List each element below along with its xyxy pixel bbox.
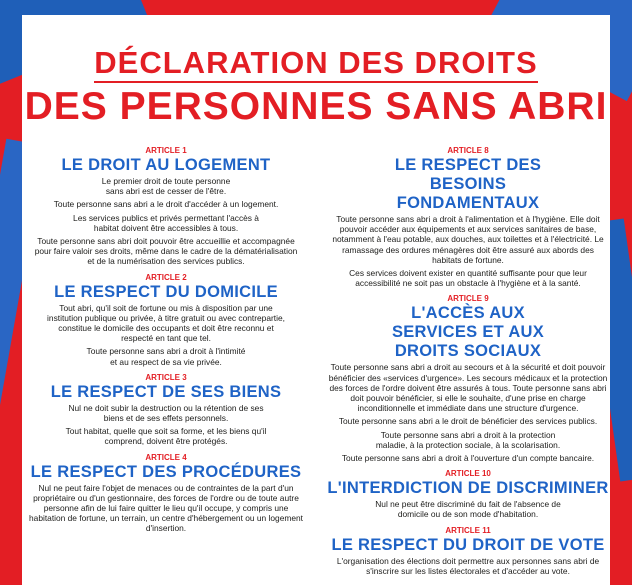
poster-sheet [22,15,610,585]
article-paragraph: Nul ne peut faire l'objet de menaces ou de contraintes de la part d'un propriétaire ou d'un gestionnaire, des forces de l'ordre ou de toute autre personne afin de lui faire quitter le lieu qu'il occupe, y compris une habitation de fortune, un terrain, un centre d'hébergement ou un logement d'insertion. [29,482,303,534]
article-title: LE RESPECT DE SES BIENS [50,382,282,401]
article-number: ARTICLE 3 [145,372,187,382]
article-paragraph: Toute personne sans abri a droit à la protection maladie, à la protection sociale, à la scolarisation. [375,429,561,450]
article-paragraph: Toute personne sans abri a droit au secours et à la sécurité et doit pouvoir bénéficier des «services d'urgence». Les secours médicaux et la protection des forces de l'ordre doivent être assurés à tous. Toute personne sans abri doit pouvoir bénéficier, si elle le souhaite, d'une prise en charge inconditionnelle et immédiate dans une structure d'urgence. [328,362,608,414]
article-title: L'INTERDICTION DE DISCRIMINER [327,479,609,498]
right-column [327,146,609,582]
article-section [25,373,307,447]
article-title: LE RESPECT DU DOMICILE [54,282,278,301]
title-line-1 [22,45,610,81]
article-section [327,469,609,519]
article-number: ARTICLE 1 [145,146,187,155]
article-title: LE RESPECT DES PROCÉDURES [30,462,302,481]
article-section [327,146,609,288]
article-title: L'ACCÈS AUX SERVICES ET AUX DROITS SOCIAUX [391,304,545,361]
article-paragraph: Tout habitat, quelle que soit sa forme, et les biens qu'il comprend, doivent être protégés. [65,426,267,447]
article-paragraph: Le premier droit de toute personne sans abri est de cesser de l'être. [101,176,231,197]
article-number: ARTICLE 10 [445,469,491,479]
article-paragraph: Toute personne sans abri a droit à l'ouverture d'un compte bancaire. [341,453,595,464]
article-paragraph: Nul ne doit subir la destruction ou la rétention de ses biens et de ses effets personnels. [68,402,264,424]
title-line-1-text: DÉCLARATION DES DROITS [94,45,537,83]
article-paragraph: Toute personne sans abri a droit à l'intimité et au respect de sa vie privée. [86,346,246,367]
article-number: ARTICLE 11 [445,525,491,535]
article-paragraph: Tout abri, qu'il soit de fortune ou mis à disposition par une institution publique ou privée, à titre gratuit ou avec contrepartie, constitue le domicile des occupants et doit être reconnu et respecté en tant que tel. [47,302,285,344]
article-title: LE DROIT AU LOGEMENT [61,156,271,174]
article-paragraph: Ces services doivent exister en quantité suffisante pour que leur accessibilité ne soit pas un obstacle à l'hygiène et à la santé. [349,268,587,289]
left-column [25,146,307,540]
article-paragraph: Les services publics et privés permettant l'accès à habitat doivent être accessibles à tous. [73,212,259,233]
article-paragraph: Toute personne sans abri a le droit d'accéder à un logement. [53,199,279,210]
article-number: ARTICLE 9 [447,294,489,304]
article-number: ARTICLE 4 [145,452,187,462]
article-section [25,453,307,534]
article-section [327,526,609,576]
article-number: ARTICLE 2 [145,272,187,282]
article-section [327,294,609,463]
article-section [25,146,307,267]
article-paragraph: Toute personne sans abri a droit à l'alimentation et à l'hygiène. Elle doit pouvoir accéder aux équipements et aux services sanitaires de base, notamment à l'eau potable, aux douches, aux toilettes et à l'électricité. Le ramassage des ordures ménagères doit être assuré aux abords des habitats de fortune. [332,214,604,265]
article-paragraph: Nul ne peut être discriminé du fait de l'absence de domicile ou de son mode d'habitation. [375,499,561,520]
article-section [25,273,307,367]
article-title: LE RESPECT DES BESOINS FONDAMENTAUX [394,156,542,212]
article-paragraph: L'organisation des élections doit permettre aux personnes sans abri de s'inscrire sur les listes électorales et d'accéder au vote. [336,555,600,576]
article-title: LE RESPECT DU DROIT DE VOTE [331,535,605,554]
title-line-2: DES PERSONNES SANS ABRI [24,85,608,128]
article-paragraph: Toute personne sans abri a le droit de bénéficier des services publics. [338,416,598,427]
article-number: ARTICLE 8 [447,146,489,155]
article-paragraph: Toute personne sans abri doit pouvoir être accueillie et accompagnée pour faire valoir ses droits, même dans le cadre de la dématérialisation et de la numérisation des services publics. [34,236,298,267]
